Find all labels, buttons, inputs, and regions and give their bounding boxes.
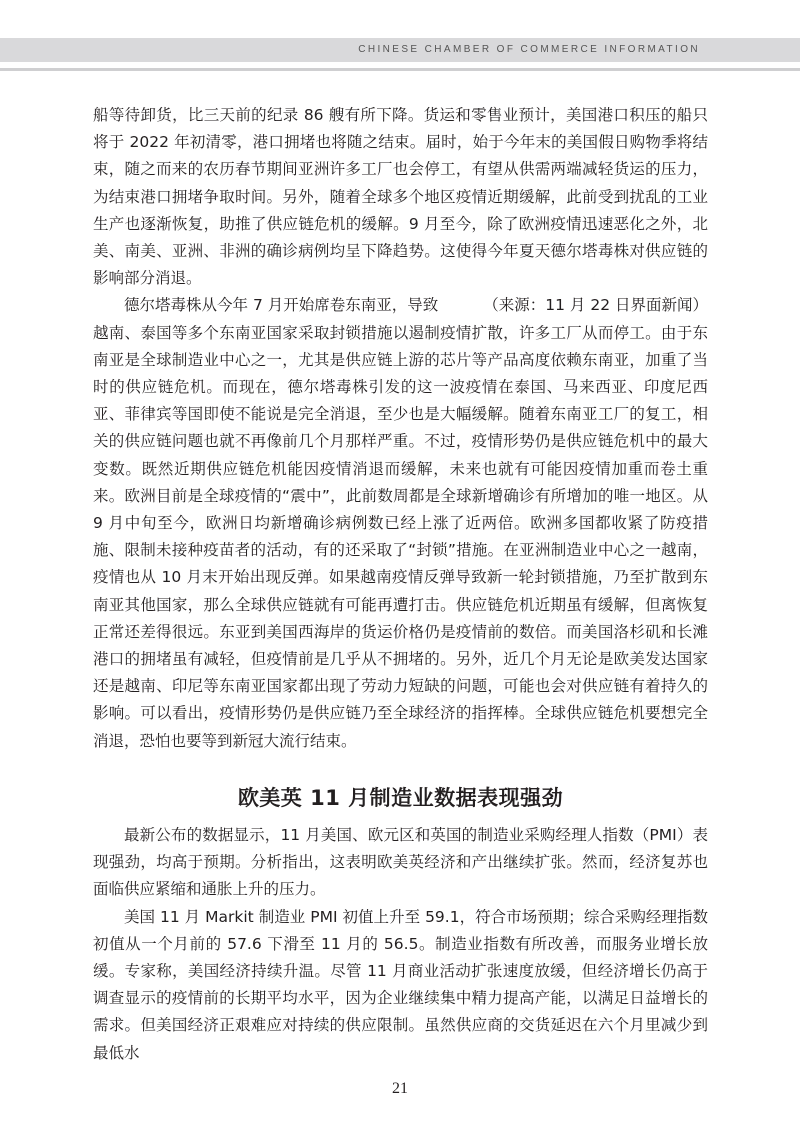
article-paragraph: 最新公布的数据显示，11 月美国、欧元区和英国的制造业采购经理人指数（PMI）表现强劲，均高于预期。分析指出，这表明欧美英经济和产出继续扩张。然而，经济复苏也面临供应紧缩和通胀上升的压力。 xyxy=(93,826,708,899)
source-citation: （来源：11 月 22 日界面新闻） xyxy=(483,296,708,315)
article-pmi xyxy=(93,822,708,1067)
header-divider xyxy=(0,68,800,71)
running-title: CHINESE CHAMBER OF COMMERCE INFORMATION xyxy=(358,44,700,55)
article-paragraph xyxy=(93,292,708,754)
page-number: 21 xyxy=(392,1080,408,1097)
article-paragraph-text: 德尔塔毒株从今年 7 月开始席卷东南亚，导致越南、泰国等多个东南亚国家采取封锁措施以遏制疫情扩散，许多工厂从而停工。由于东南亚是全球制造业中心之一，尤其是供应链上游的芯片等产品高度依赖东南亚，加重了当时的供应链危机。而现在，德尔塔毒株引发的这一波疫情在泰国、马来西亚、印度尼西亚、菲律宾等国即使不能说是完全消退，至少也是大幅缓解。随着东南亚工厂的复工，相关的供应链问题也就不再像前几个月那样严重。不过，疫情形势仍是供应链危机中的最大变数。既然近期供应链危机能因疫情消退而缓解，未来也就有可能因疫情加重而卷土重来。欧洲目前是全球疫情的“震中”，此前数周都是全球新增确诊有所增加的唯一地区。从 9 月中旬至今，欧洲日均新增确诊病例数已经上涨了近两倍。欧洲多国都收紧了防疫措施、限制未接种疫苗者的活动，有的还采取了“封锁”措施。在亚洲制造业中心之一越南，疫情也从 10 月末开始出现反弹。如果越南疫情反弹导致新一轮封锁措施，乃至扩散到东南亚其他国家，那么全球供应链就有可能再遭打击。供应链危机近期虽有缓解，但离恢复正常还差得很远。东亚到美国西海岸的货运价格仍是疫情前的数倍。而美国洛杉矶和长滩港口的拥堵虽有减轻，但疫情前是几乎从不拥堵的。另外，近几个月无论是欧美发达国家还是越南、印尼等东南亚国家都出现了劳动力短缺的问题，可能也会对供应链有着持久的影响。可以看出，疫情形势仍是供应链乃至全球经济的指挥棒。全球供应链危机要想完全消退，恐怕也要等到新冠大流行结束。 xyxy=(93,296,708,750)
article-paragraph: 美国 11 月 Markit 制造业 PMI 初值上升至 59.1，符合市场预期；综合采购经理指数初值从一个月前的 57.6 下滑至 11 月的 56.5。制造业指数有所改善，而服务业增长放缓。专家称，美国经济持续升温。尽管 11 月商业活动扩张速度放缓，但经济增长仍高于调查显示的疫情前的长期平均水平，因为企业继续集中精力提高产能，以满足日益增长的需求。但美国经济正艰难应对持续的供应限制。虽然供应商的交货延迟在六个月里减少到最低水 xyxy=(93,907,708,1062)
article-title: 欧美英 11 月制造业数据表现强劲 xyxy=(237,786,564,810)
article-supply-chain xyxy=(93,102,708,755)
article-paragraph: 船等待卸货，比三天前的纪录 86 艘有所下降。货运和零售业预计，美国港口积压的船只将于 2022 年初清零，港口拥堵也将随之结束。届时，始于今年末的美国假日购物季将结束，随之而来的农历春节期间亚洲许多工厂也会停工，有望从供需两端减轻货运的压力，为结束港口拥堵争取时间。另外，随着全球多个地区疫情近期缓解，此前受到扰乱的工业生产也逐渐恢复，助推了供应链危机的缓解。9 月至今，除了欧洲疫情迅速恶化之外，北美、南美、亚洲、非洲的确诊病例均呈下降趋势。这使得今年夏天德尔塔毒株对供应链的影响部分消退。 xyxy=(93,106,708,288)
